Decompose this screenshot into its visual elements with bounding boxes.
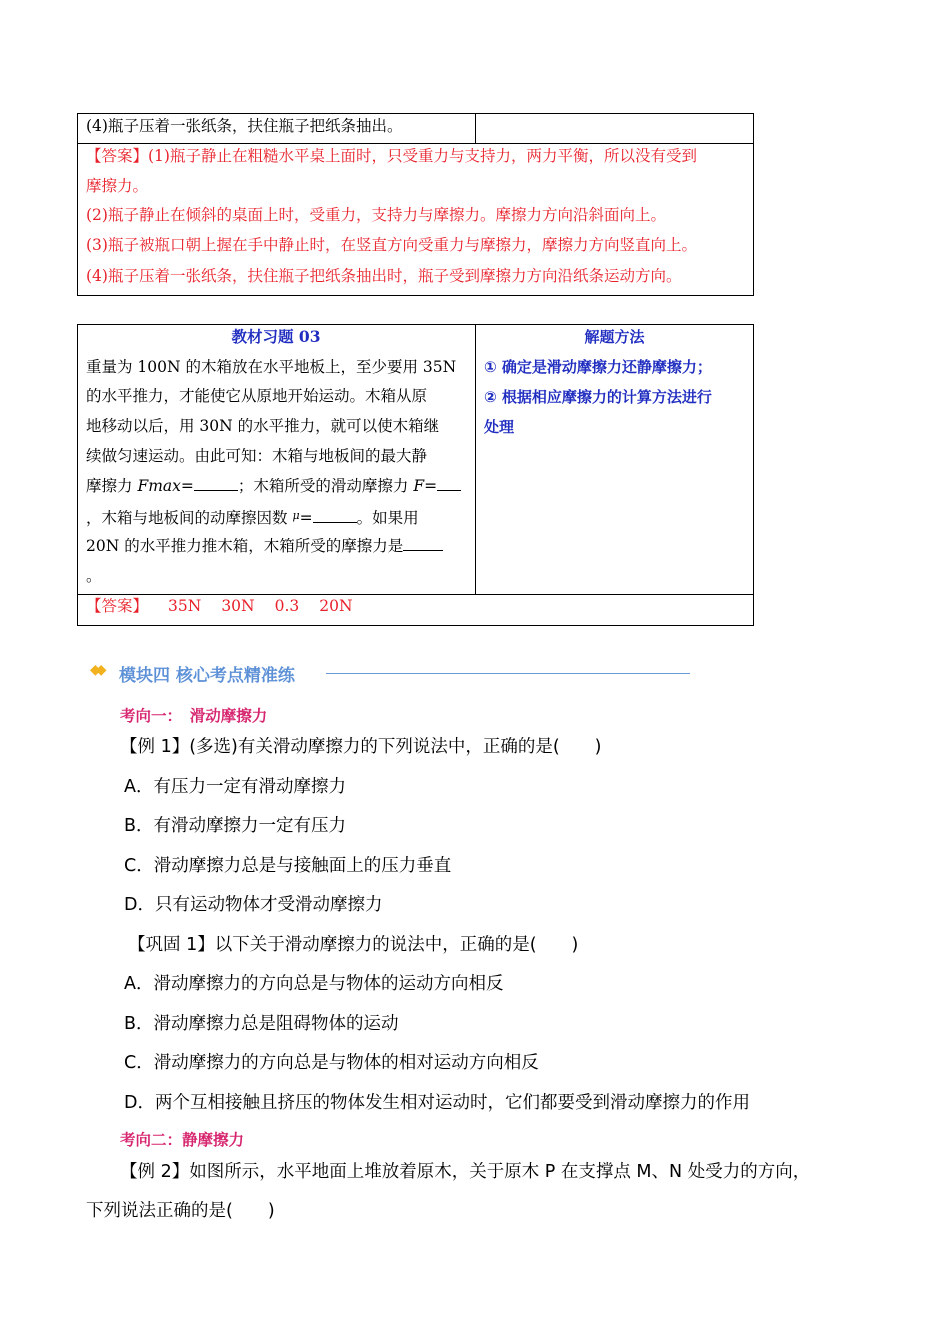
answer-blank[interactable]: [313, 506, 357, 523]
problem-text: 摩擦力: [86, 477, 138, 495]
example-2-line-1: 【例 2】如图所示，水平地面上堆放着原木，关于原木 P 在支撑点 M、N 处受力的方向，: [120, 1162, 811, 1182]
example-1-option-a: A．有压力一定有滑动摩擦力: [124, 777, 346, 797]
answer-blank[interactable]: [403, 534, 443, 551]
problem-text: ，木箱与地板间的动摩擦因数: [86, 509, 293, 527]
practice-1-option-c: C．滑动摩擦力的方向总是与物体的相对运动方向相反: [124, 1053, 539, 1073]
section-rule: [326, 673, 690, 674]
table-divider: [475, 324, 476, 595]
answer-value: 20N: [319, 597, 353, 615]
problem-line-blanks: [86, 501, 419, 533]
answer-value: 0.3: [274, 597, 300, 615]
problem-line: 的水平推力，才能使它从原地开始运动。木箱从原: [86, 387, 428, 405]
method-line-3: 处理: [484, 418, 515, 436]
practice-1-option-d: D．两个互相接触且挤压的物体发生相对运动时，它们都要受到滑动摩擦力的作用: [124, 1093, 750, 1113]
answer-line-2: 摩擦力。: [86, 177, 149, 195]
practice-1-option-a: A．滑动摩擦力的方向总是与物体的运动方向相反: [124, 974, 504, 994]
method-header: 解题方法: [584, 328, 645, 346]
topic-1-heading: 考向一： 滑动摩擦力: [120, 707, 268, 725]
problem-text: =: [299, 509, 313, 527]
problem-line-blanks: [86, 471, 461, 501]
problem-line-blanks: [86, 531, 443, 561]
practice-1-stem: 【巩固 1】以下关于滑动摩擦力的说法中，正确的是( ): [128, 935, 579, 955]
table-divider: [475, 113, 476, 144]
practice-1-option-b: B．滑动摩擦力总是阻碍物体的运动: [124, 1014, 399, 1034]
answer-line-3: (2)瓶子静止在倾斜的桌面上时，受重力，支持力与摩擦力。摩擦力方向沿斜面向上。: [86, 206, 666, 224]
problem-text: 。如果用: [356, 509, 419, 527]
method-line-1: ① 确定是滑动摩擦力还静摩擦力；: [484, 358, 712, 376]
example-1-option-d: D．只有运动物体才受滑动摩擦力: [124, 895, 383, 915]
problem-line: 续做匀速运动。由此可知：木箱与地板间的最大静: [86, 447, 428, 465]
answer-value: 35N: [168, 597, 202, 615]
example-2-line-2: 下列说法正确的是( ): [86, 1201, 275, 1221]
problem-text: ；木箱所受的滑动摩擦力: [237, 477, 414, 495]
problem-text: =: [180, 477, 194, 495]
problem-text: =: [424, 477, 438, 495]
answer-line-1: 【答案】(1)瓶子静止在粗糙水平桌上面时，只受重力与支持力，两力平衡，所以没有受到: [86, 147, 697, 165]
section-title: 模块四 核心考点精准练: [119, 666, 295, 686]
mu-symbol: μ: [292, 509, 300, 522]
example-1-stem: 【例 1】(多选)有关滑动摩擦力的下列说法中，正确的是( ): [120, 737, 602, 757]
answer-value: 30N: [221, 597, 255, 615]
example-1-option-c: C．滑动摩擦力总是与接触面上的压力垂直: [124, 856, 452, 876]
answer-blank[interactable]: [437, 474, 461, 491]
answer-label: 【答案】: [86, 597, 149, 615]
f-symbol: F: [413, 477, 425, 495]
example-1-option-b: B．有滑动摩擦力一定有压力: [124, 816, 347, 836]
exercise-header: 教材习题 03: [231, 327, 321, 346]
problem-text: 20N 的水平推力推木箱，木箱所受的摩擦力是: [86, 537, 404, 555]
problem-line: 地移动以后，用 30N 的水平推力，就可以使木箱继: [86, 417, 440, 435]
fmax-symbol: Fmax: [137, 477, 181, 495]
section-header: [90, 660, 710, 688]
problem-line: 重量为 100N 的木箱放在水平地板上，至少要用 35N: [86, 358, 457, 376]
method-line-2: ② 根据相应摩擦力的计算方法进行: [484, 388, 712, 406]
answer-line-5: (4)瓶子压着一张纸条，扶住瓶子把纸条抽出时，瓶子受到摩擦力方向沿纸条运动方向。: [86, 267, 682, 285]
problem-line: 。: [86, 567, 102, 585]
diamond-icon: ◆◆: [90, 662, 102, 678]
answer-line-4: (3)瓶子被瓶口朝上握在手中静止时，在竖直方向受重力与摩擦力，摩擦力方向竖直向上。: [86, 236, 697, 254]
topic-2-heading: 考向二：静摩擦力: [120, 1131, 245, 1149]
answer-blank[interactable]: [194, 474, 238, 491]
table-cell-row4: (4)瓶子压着一张纸条，扶住瓶子把纸条抽出。: [86, 117, 403, 135]
exercise-answer: [86, 591, 353, 621]
